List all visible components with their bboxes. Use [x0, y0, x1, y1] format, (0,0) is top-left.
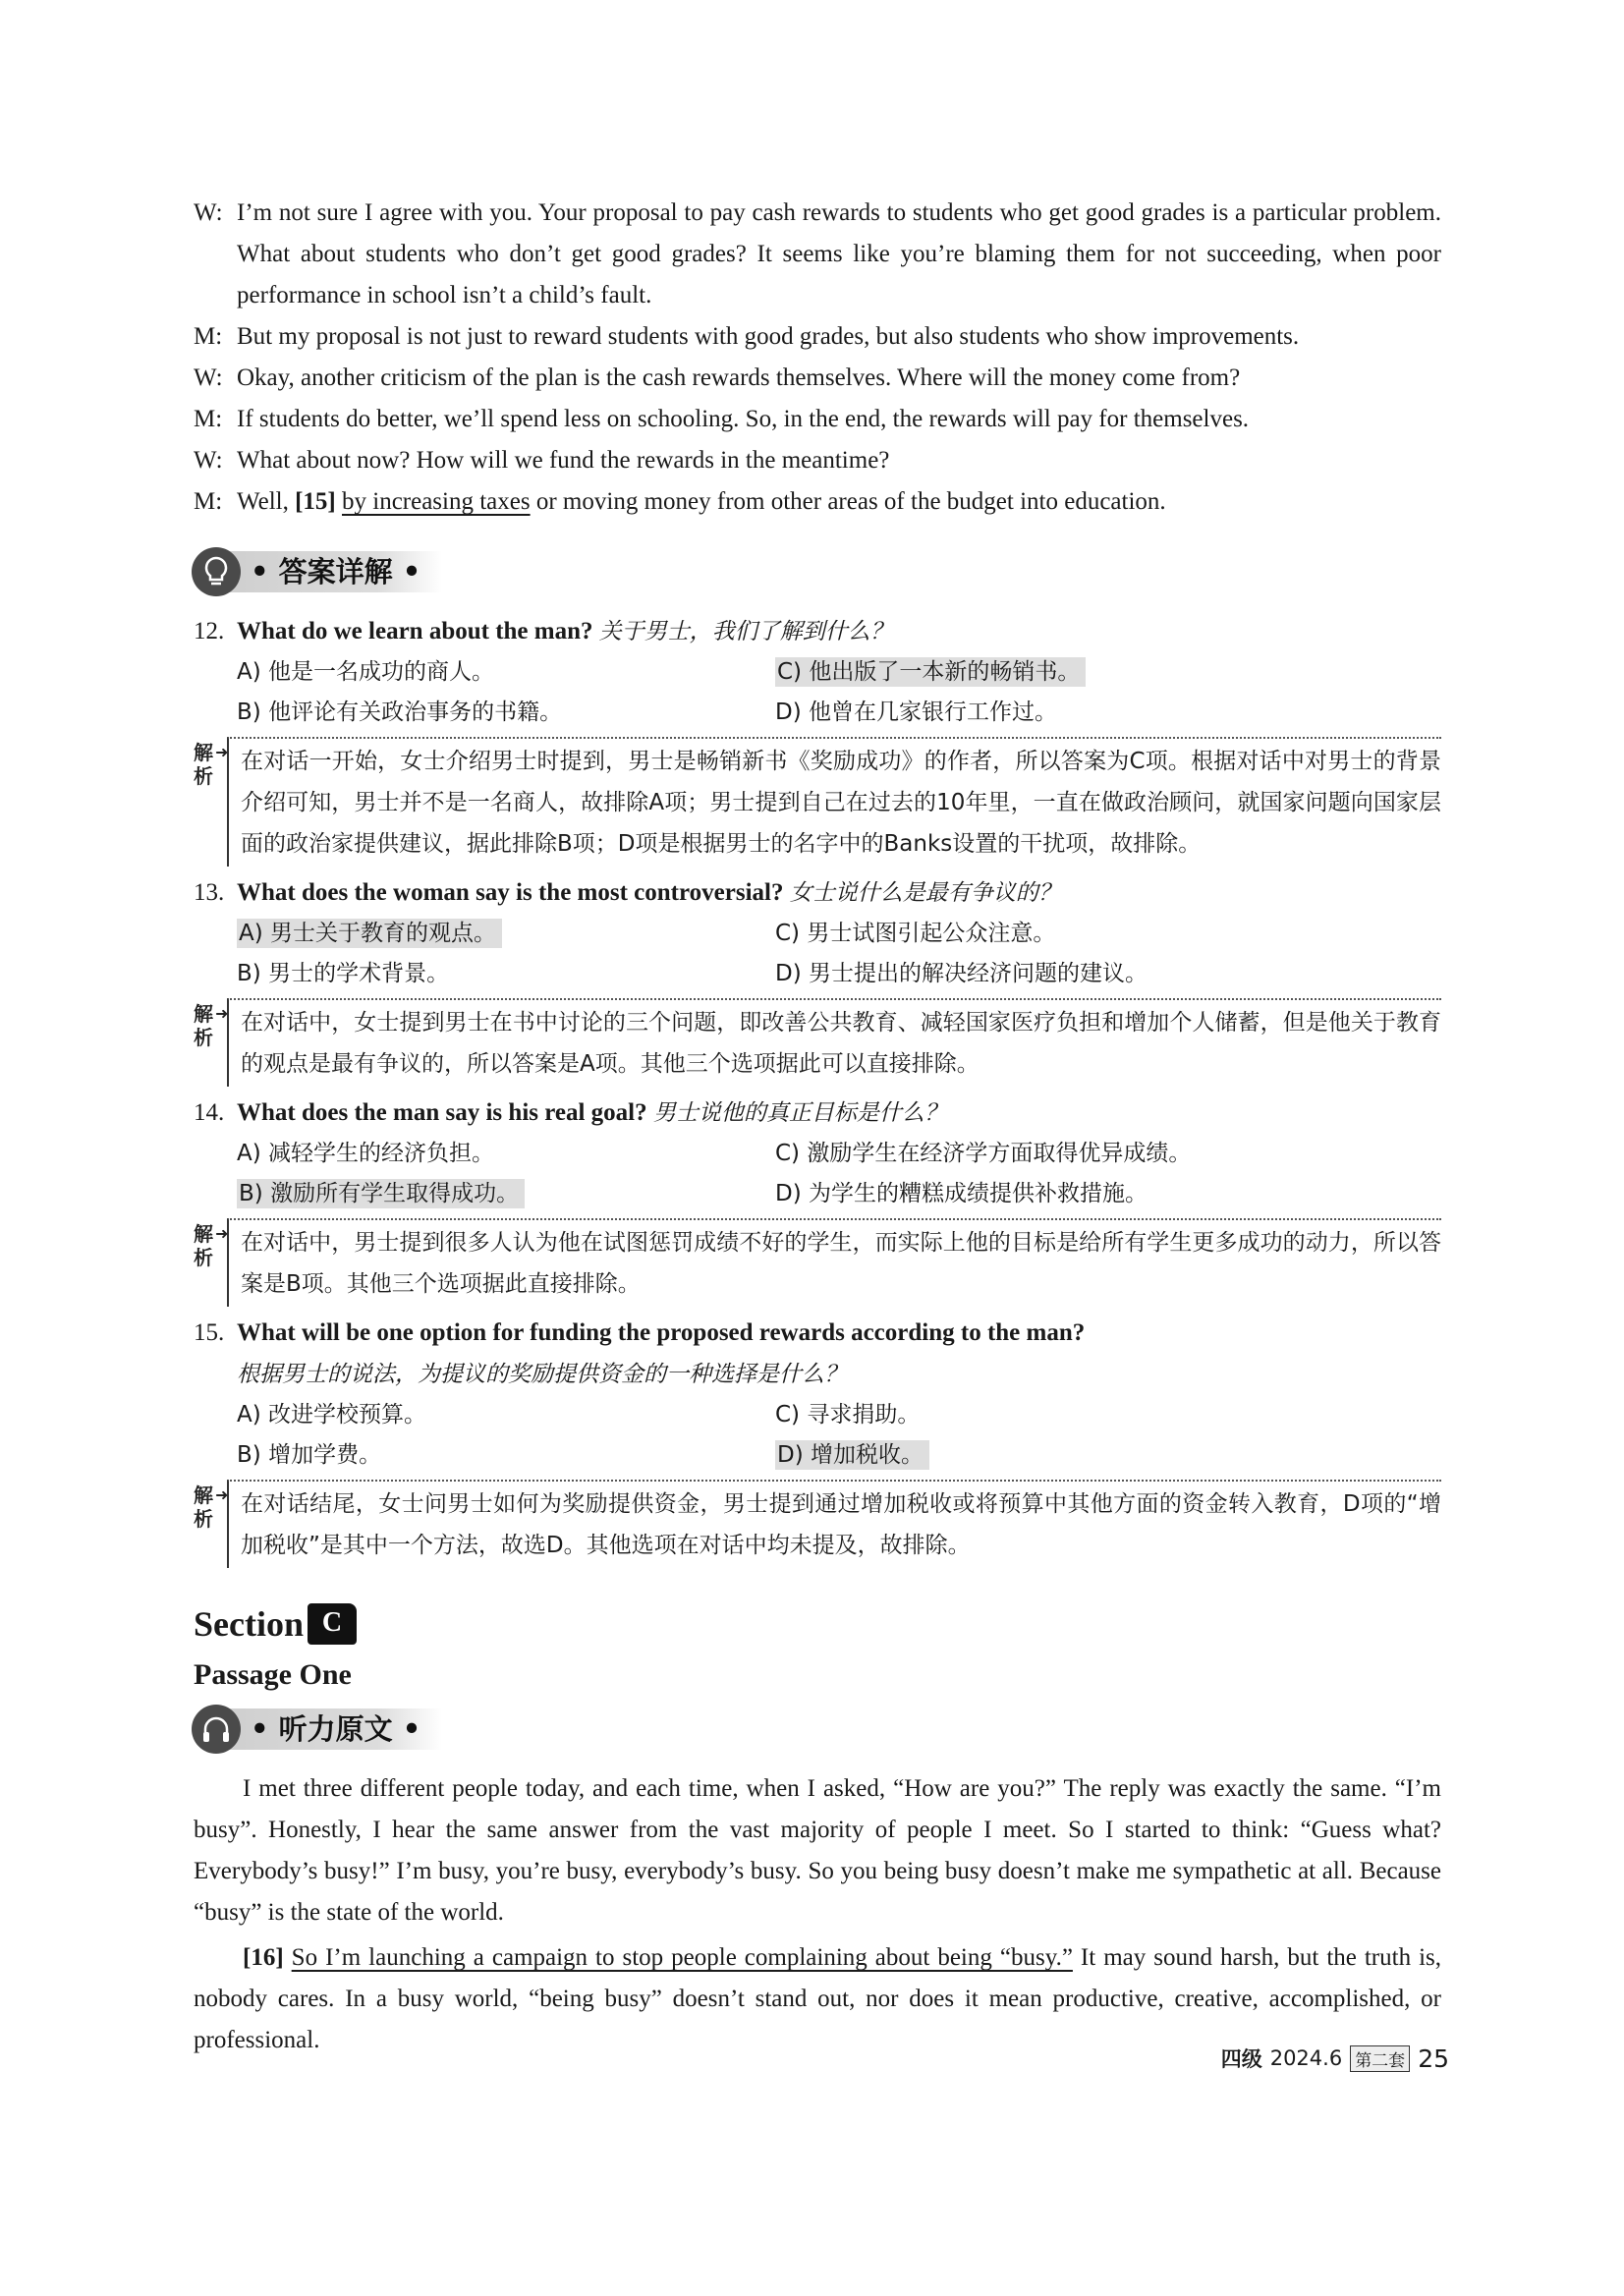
dialogue	[194, 193, 1441, 523]
option-correct: D) 增加税收。	[775, 1440, 929, 1470]
option-correct: B) 激励所有学生取得成功。	[237, 1179, 525, 1208]
passage-paragraph: [16] So I’m launching a campaign to stop people complaining about being “busy.” It may sound harsh, but the truth is, nobody cares. In a busy world, “being busy” doesn’t stand out, nor does it mean productive, creative, accomplished, or professional.	[194, 1944, 1442, 2053]
dialogue-line: W: Okay, another criticism of the plan is the cash rewards themselves. Where will the money come from?	[194, 364, 1241, 391]
answer-underline: So I’m launching a campaign to stop people complaining about being “busy.”	[291, 1944, 1073, 1971]
option: D) 男士提出的解决经济问题的建议。	[775, 961, 1148, 986]
listening-header	[192, 1702, 1441, 1757]
passage-title: Passage One	[194, 1658, 352, 1691]
dialogue-line: M: But my proposal is not just to reward students with good grades, but also students who show improvements.	[194, 323, 1300, 350]
footer-level: 四级	[1220, 2047, 1262, 2071]
section-title: Section C	[194, 1603, 1441, 1645]
analysis-text: 在对话一开始，女士介绍男士时提到，男士是畅销新书《奖励成功》的作者，所以答案为C项。根据对话中对男士的背景介绍可知，男士并不是一名商人，故排除A项；男士提到自己在过去的10年里，一直在做政治顾问，就国家问题向国家层面的政治家提供建议，据此排除B项；D项是根据男士的名字中的Banks设置的干扰项，故排除。	[227, 737, 1441, 867]
analysis-box	[194, 998, 1441, 1087]
footer-set-badge: 第二套	[1350, 2045, 1410, 2072]
option-correct: A) 男士关于教育的观点。	[237, 919, 502, 948]
option: C) 寻求捐助。	[775, 1402, 921, 1428]
question-block	[194, 611, 1441, 867]
analysis-label: 解析 ➜	[194, 1484, 229, 1531]
dialogue-line-answer-15: M: Well, [15] by increasing taxes or moving money from other areas of the budget into education.	[194, 488, 1166, 515]
analysis-text: 在对话中，男士提到很多人认为他在试图惩罚成绩不好的学生，而实际上他的目标是给所有学生更多成功的动力，所以答案是B项。其他三个选项据此直接排除。	[227, 1218, 1441, 1307]
analysis-text: 在对话结尾，女士问男士如何为奖励提供资金，男士提到通过增加税收或将预算中其他方面的资金转入教育，D项的“增加税收”是其中一个方法，故选D。其他选项在对话中均未提及，故排除。	[227, 1480, 1441, 1568]
answer-underline: by increasing taxes	[342, 488, 531, 515]
arrow-icon: ➜	[215, 1485, 229, 1504]
options	[237, 914, 1441, 994]
question-stem-cn: 根据男士的说法，为提议的奖励提供资金的一种选择是什么？	[237, 1362, 847, 1387]
page-footer	[1221, 2044, 1449, 2073]
answer-marker: [16]	[243, 1944, 284, 1971]
analysis-label: 解析 ➜	[194, 1002, 229, 1049]
footer-date: 2024.6	[1269, 2046, 1343, 2070]
dialogue-line: W: I’m not sure I agree with you. Your proposal to pay cash rewards to students who get good grades is a particular problem. What about students who don’t get good grades? It seems like you’re blaming them for not succeeding, when poor performance in school isn’t a child’s fault.	[194, 199, 1441, 308]
analysis-box	[194, 737, 1441, 867]
analysis-box	[194, 1480, 1441, 1568]
analysis-text: 在对话中，女士提到男士在书中讨论的三个问题，即改善公共教育、减轻国家医疗负担和增加个人储蓄，但是他关于教育的观点是最有争议的，所以答案是A项。其他三个选项据此可以直接排除。	[227, 998, 1441, 1087]
question-stem: 15. What will be one option for funding the proposed rewards according to the man?	[194, 1319, 1086, 1346]
option: A) 他是一名成功的商人。	[237, 659, 495, 685]
question-block	[194, 1092, 1441, 1307]
option: D) 为学生的糟糕成绩提供补救措施。	[775, 1181, 1148, 1206]
analysis-label: 解析 ➜	[194, 1222, 229, 1269]
options	[237, 1134, 1441, 1214]
arrow-icon: ➜	[215, 743, 229, 761]
answers-header	[192, 544, 1441, 599]
option-correct: C) 他出版了一本新的畅销书。	[775, 657, 1086, 687]
listening-header-label: • 听力原文 •	[227, 1708, 442, 1750]
option: B) 增加学费。	[237, 1442, 382, 1468]
section-letter-badge: C	[308, 1603, 357, 1645]
option: C) 男士试图引起公众注意。	[775, 921, 1056, 946]
question-block	[194, 1313, 1441, 1568]
option: D) 他曾在几家银行工作过。	[775, 700, 1057, 725]
answer-marker: [15]	[295, 488, 336, 515]
analysis-box	[194, 1218, 1441, 1307]
arrow-icon: ➜	[215, 1004, 229, 1023]
options	[237, 1395, 1441, 1476]
passage-paragraph: I met three different people today, and each time, when I asked, “How are you?” The reply was exactly the same. “I’m busy”. Honestly, I hear the same answer from the vast majority of people I meet. So I started to think: “Guess what? Everybody’s busy!” I’m busy, you’re busy, everybody’s busy. So you being busy doesn’t make me sympathetic at all. Because “busy” is the state of the world.	[194, 1775, 1441, 1926]
question-stem: 13. What does the woman say is the most controversial? 女士说什么是最有争议的？	[194, 879, 1061, 906]
dialogue-line: M: If students do better, we’ll spend less on schooling. So, in the end, the rewards will pay for themselves.	[194, 406, 1250, 432]
option: C) 激励学生在经济学方面取得优异成绩。	[775, 1141, 1192, 1166]
options	[237, 652, 1441, 733]
analysis-label: 解析 ➜	[194, 741, 229, 788]
dialogue-line: W: What about now? How will we fund the rewards in the meantime?	[194, 447, 890, 474]
answers-header-label: • 答案详解 •	[227, 551, 442, 592]
headphones-icon	[192, 1705, 241, 1754]
option: B) 他评论有关政治事务的书籍。	[237, 700, 563, 725]
question-stem: 14. What does the man say is his real goal? 男士说他的真正目标是什么？	[194, 1099, 947, 1126]
page-content	[194, 193, 1441, 2061]
lightbulb-icon	[192, 547, 241, 596]
arrow-icon: ➜	[215, 1224, 229, 1243]
option: A) 改进学校预算。	[237, 1402, 427, 1428]
question-block	[194, 872, 1441, 1087]
option: A) 减轻学生的经济负担。	[237, 1141, 495, 1166]
question-stem: 12. What do we learn about the man? 关于男士，我们了解到什么？	[194, 618, 893, 644]
option: B) 男士的学术背景。	[237, 961, 450, 986]
page-number: 25	[1418, 2044, 1449, 2073]
